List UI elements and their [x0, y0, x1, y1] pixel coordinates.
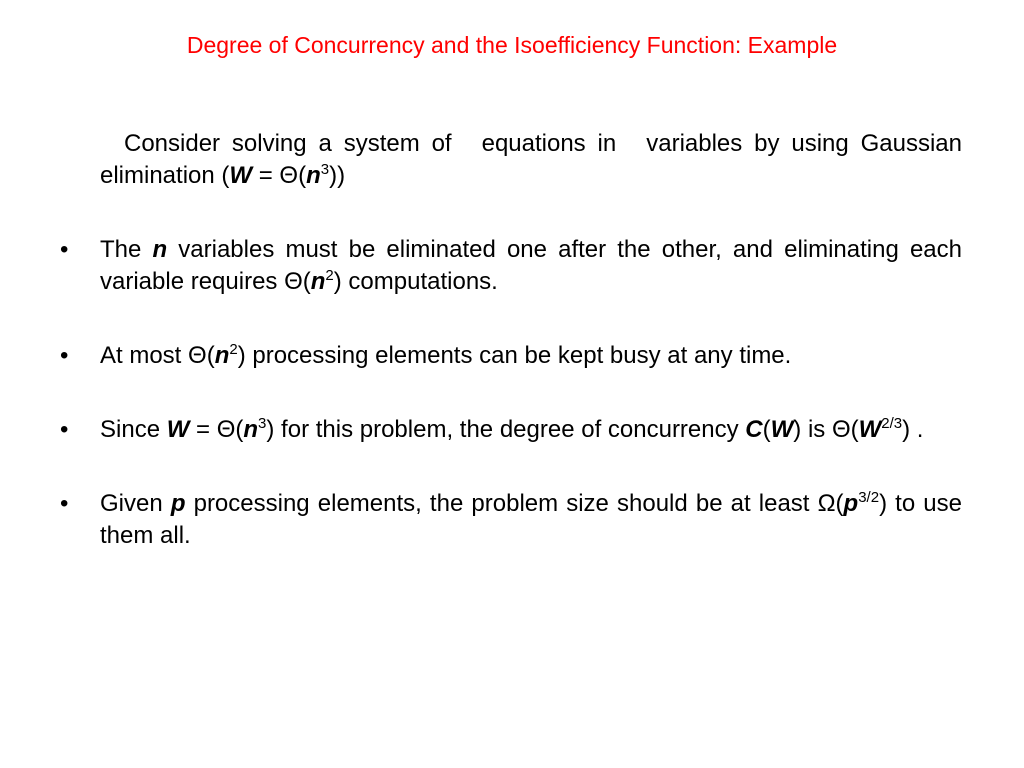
bullet-marker: •	[60, 490, 69, 517]
bullet-item	[60, 488, 962, 552]
symbol-c: C	[745, 416, 763, 443]
symbol-p: p	[843, 490, 859, 517]
bullet-item	[60, 414, 962, 446]
slide-title: Degree of Concurrency and the Isoefficiency Function: Example	[186, 32, 838, 58]
bullet-marker: •	[60, 342, 69, 369]
bullet-text: Since $W = \Theta(n^3)$ for this problem, the degree of concurrency C(W) is $\Theta(W^{2/3})$ .	[100, 415, 924, 443]
symbol-n: n	[152, 236, 168, 263]
bullet-marker: •	[60, 236, 69, 263]
symbol-w: W	[770, 416, 794, 443]
symbol-w: W	[166, 416, 190, 443]
symbol-p: p	[170, 490, 186, 517]
intro-paragraph: Consider solving a system of equations in variables by using Gaussian elimination $(W = \Theta(n^3))$	[100, 130, 962, 189]
symbol-w: W	[858, 416, 882, 443]
symbol-n: n	[306, 162, 321, 189]
bullet-marker: •	[60, 416, 69, 443]
bullet-text: Given p processing elements, the problem size should be at least $\Omega(p^{3/2})$ to use them all.	[100, 489, 962, 549]
bullet-item	[60, 340, 962, 372]
bullet-text: The n variables must be eliminated one after the other, and eliminating each variable requires $\Theta(n^2)$ computations.	[100, 236, 962, 295]
slide-body	[60, 128, 962, 594]
symbol-n: n	[243, 416, 259, 443]
symbol-n: n	[310, 268, 326, 295]
bullet-item	[60, 234, 962, 298]
bullet-text: At most $\Theta(n^2)$ processing elements can be kept busy at any time.	[100, 341, 792, 369]
symbol-n: n	[214, 342, 230, 369]
symbol-w: W	[229, 162, 253, 189]
